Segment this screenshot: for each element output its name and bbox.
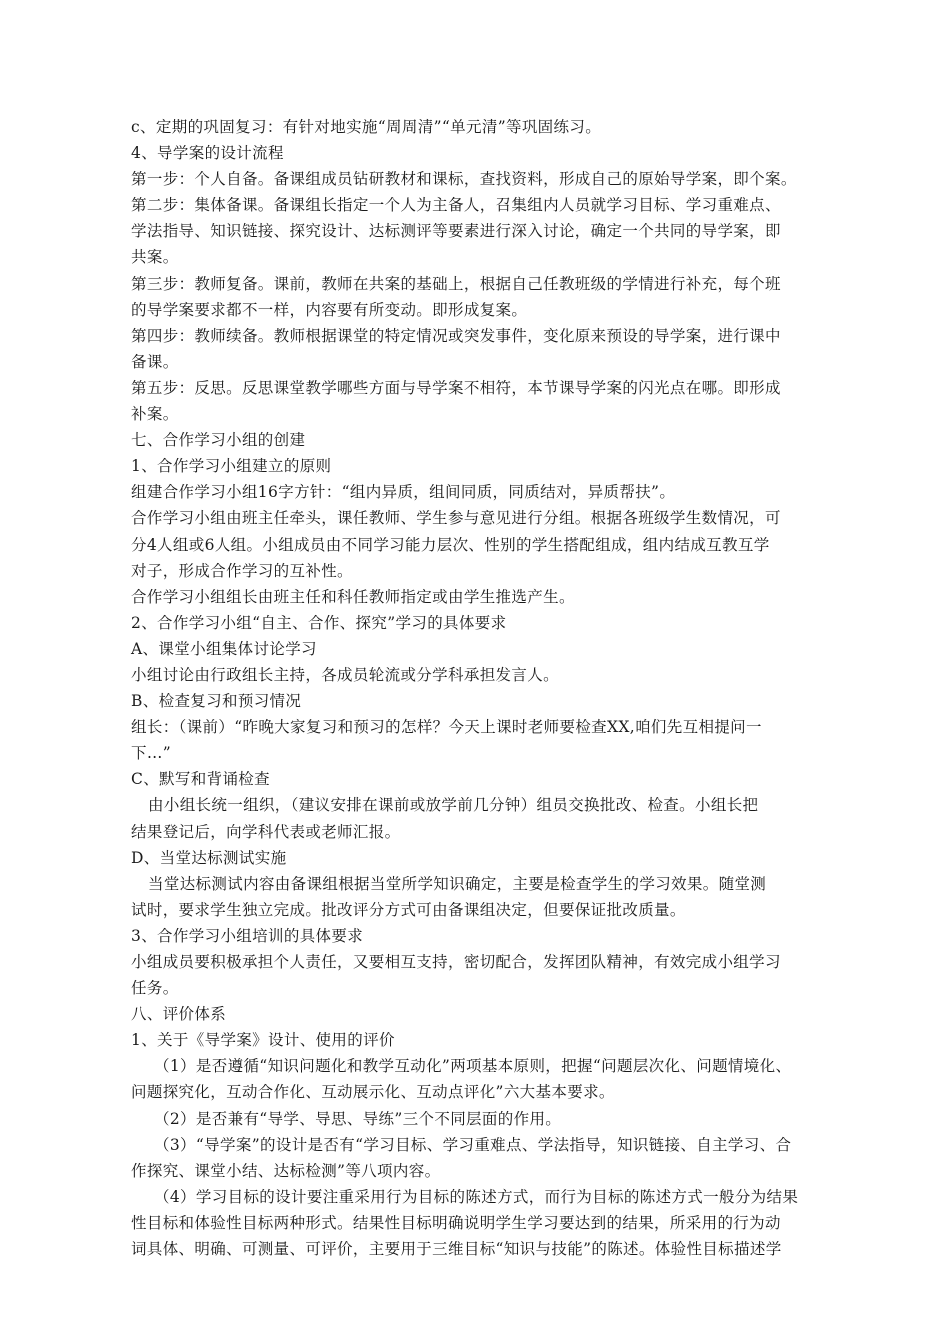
text-line: 作探究、课堂小结、达标检测”等八项内容。 — [131, 1161, 441, 1180]
text-line: 合作学习小组由班主任牵头，课任教师、学生参与意见进行分组。根据各班级学生数情况，可 — [131, 509, 781, 528]
text-line: 对子，形成合作学习的互补性。 — [131, 561, 353, 580]
text-line: 当堂达标测试内容由备课组根据当堂所学知识确定，主要是检查学生的学习效果。随堂测 — [148, 874, 767, 893]
text-line: 补案。 — [131, 405, 179, 424]
text-line: 下…” — [131, 744, 171, 763]
text-line: 第五步：反思。反思课堂教学哪些方面与导学案不相符，本节课导学案的闪光点在哪。即形成 — [131, 378, 781, 397]
text-line: 结果登记后，向学科代表或老师汇报。 — [131, 822, 401, 841]
text-line: 备课。 — [131, 352, 179, 371]
text-line: 词具体、明确、可测量、可评价，主要用于三维目标“知识与技能”的陈述。体验性目标描述学 — [131, 1240, 782, 1259]
section-heading: 1、合作学习小组建立的原则 — [131, 457, 332, 476]
text-line: 问题探究化，互动合作化、互动展示化、互动点评化”六大基本要求。 — [131, 1083, 615, 1102]
text-line: （4）学习目标的设计要注重采用行为目标的陈述方式，而行为目标的陈述方式一般分为结果 — [154, 1187, 799, 1206]
text-line: 合作学习小组组长由班主任和科任教师指定或由学生推选产生。 — [131, 587, 575, 606]
text-line: （2）是否兼有“导学、导思、导练”三个不同层面的作用。 — [154, 1109, 562, 1128]
text-line: 分4人组或6人组。小组成员由不同学习能力层次、性别的学生搭配组成，组内结成互教互学 — [131, 535, 770, 554]
text-line: 第三步：教师复备。课前，教师在共案的基础上，根据自己任教班级的学情进行补充，每个班 — [131, 274, 781, 293]
section-heading: 3、合作学习小组培训的具体要求 — [131, 926, 364, 945]
document-body — [131, 114, 843, 1262]
text-line: 小组讨论由行政组长主持，各成员轮流或分学科承担发言人。 — [131, 665, 559, 684]
subsection-heading: D、当堂达标测试实施 — [131, 848, 287, 867]
subsection-heading: C、默写和背诵检查 — [131, 770, 271, 789]
text-line: c、定期的巩固复习：有针对地实施“周周清”“单元清”等巩固练习。 — [131, 118, 602, 136]
subsection-heading: B、检查复习和预习情况 — [131, 692, 302, 711]
section-heading: 1、关于《导学案》设计、使用的评价 — [131, 1031, 395, 1050]
section-heading: 4、导学案的设计流程 — [131, 144, 284, 163]
section-heading: 2、合作学习小组“自主、合作、探究”学习的具体要求 — [131, 613, 507, 632]
text-line: 性目标和体验性目标两种形式。结果性目标明确说明学生学习要达到的结果，所采用的行为动 — [131, 1213, 781, 1232]
text-line: 第四步：教师续备。教师根据课堂的特定情况或突发事件，变化原来预设的导学案，进行课中 — [131, 326, 781, 345]
text-line: 组长：（课前）“昨晚大家复习和预习的怎样？今天上课时老师要检查XX,咱们先互相提问一 — [131, 718, 762, 737]
text-line: （1）是否遵循“知识问题化和教学互动化”两项基本原则，把握“问题层次化、问题情境化、 — [154, 1057, 792, 1076]
text-line: 学法指导、知识链接、探究设计、达标测评等要素进行深入讨论，确定一个共同的导学案，即 — [131, 222, 781, 241]
text-line: 由小组长统一组织，（建议安排在课前或放学前几分钟）组员交换批改、检查。小组长把 — [148, 796, 759, 815]
chapter-heading: 八、评价体系 — [131, 1005, 227, 1024]
text-line: 第一步：个人自备。备课组成员钻研教材和课标，查找资料，形成自己的原始导学案，即个案。 — [131, 170, 797, 189]
text-line: （3）“导学案”的设计是否有“学习目标、学习重难点、学法指导，知识链接、自主学习、合 — [154, 1135, 792, 1154]
text-line: 共案。 — [131, 248, 179, 267]
text-line: 试时，要求学生独立完成。批改评分方式可由备课组决定，但要保证批改质量。 — [131, 900, 686, 919]
text-line: 小组成员要积极承担个人责任，又要相互支持，密切配合，发挥团队精神，有效完成小组学习 — [131, 953, 781, 971]
text-line: 任务。 — [131, 979, 179, 998]
chapter-heading: 七、合作学习小组的创建 — [131, 431, 306, 450]
text-line: 第二步：集体备课。备课组长指定一个人为主备人，召集组内人员就学习目标、学习重难点、 — [131, 196, 781, 215]
subsection-heading: A、课堂小组集体讨论学习 — [131, 639, 317, 658]
text-line: 组建合作学习小组16字方针：“组内异质，组间同质，同质结对，异质帮扶”。 — [131, 483, 676, 502]
text-line: 的导学案要求都不一样，内容要有所变动。即形成复案。 — [131, 300, 528, 319]
